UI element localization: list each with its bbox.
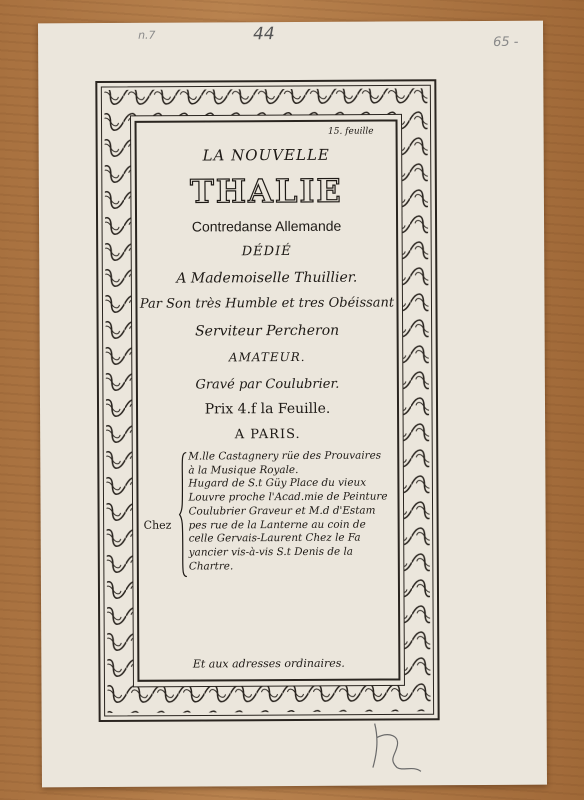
title-line: LA NOUVELLE [202, 145, 330, 165]
pencil-mark-left: n.7 [138, 28, 156, 42]
address-line: à la Musique Royale. [188, 463, 299, 477]
paper-sheet [38, 21, 547, 788]
address-line: Louvre proche l'Acad.mie de Peinture [188, 490, 388, 504]
dedicatee: A Mademoiselle Thuillier. [176, 269, 358, 287]
address-line: celle Gervais-Laurent Chez le Fa [188, 531, 361, 545]
by-line: Par Son très Humble et tres Obéissant [139, 295, 395, 312]
address-line: M.lle Castagnery rüe des Prouvaires [188, 449, 382, 463]
engraver-line: Gravé par Coulubrier. [195, 376, 340, 393]
title-panel [135, 119, 401, 681]
price-line: Prix 4.f la Feuille. [204, 400, 331, 418]
dedication-heading: DÉDIÉ [241, 244, 292, 260]
pencil-signature [367, 719, 427, 779]
servant-line: Serviteur Percheron [195, 322, 340, 340]
address-line: Hugard de S.t Güy Place du vieux [188, 477, 367, 490]
pencil-mark-page-number: 44 [253, 24, 275, 45]
chez-label: Chez [143, 518, 172, 532]
address-line: pes rue de la Lanterne au coin de [188, 518, 366, 532]
footer-line: Et aux adresses ordinaires. [192, 656, 345, 671]
address-line: Coulubrier Graveur et M.d d'Estam [188, 504, 376, 518]
pencil-mark-right: 65 - [493, 34, 519, 50]
brace-mark [178, 451, 189, 579]
subtitle: Contredanse Allemande [191, 217, 342, 235]
address-line: Chartre. [188, 559, 234, 573]
city-line: A PARIS. [234, 426, 301, 443]
address-line: yancier vis-à-vis S.t Denis de la [188, 545, 353, 559]
sheet-number: 15. feuille [327, 126, 374, 137]
ornamental-border [95, 79, 439, 722]
address-block [188, 449, 399, 573]
amateur-line: AMATEUR. [228, 349, 306, 365]
main-title: THALIE [189, 171, 343, 211]
